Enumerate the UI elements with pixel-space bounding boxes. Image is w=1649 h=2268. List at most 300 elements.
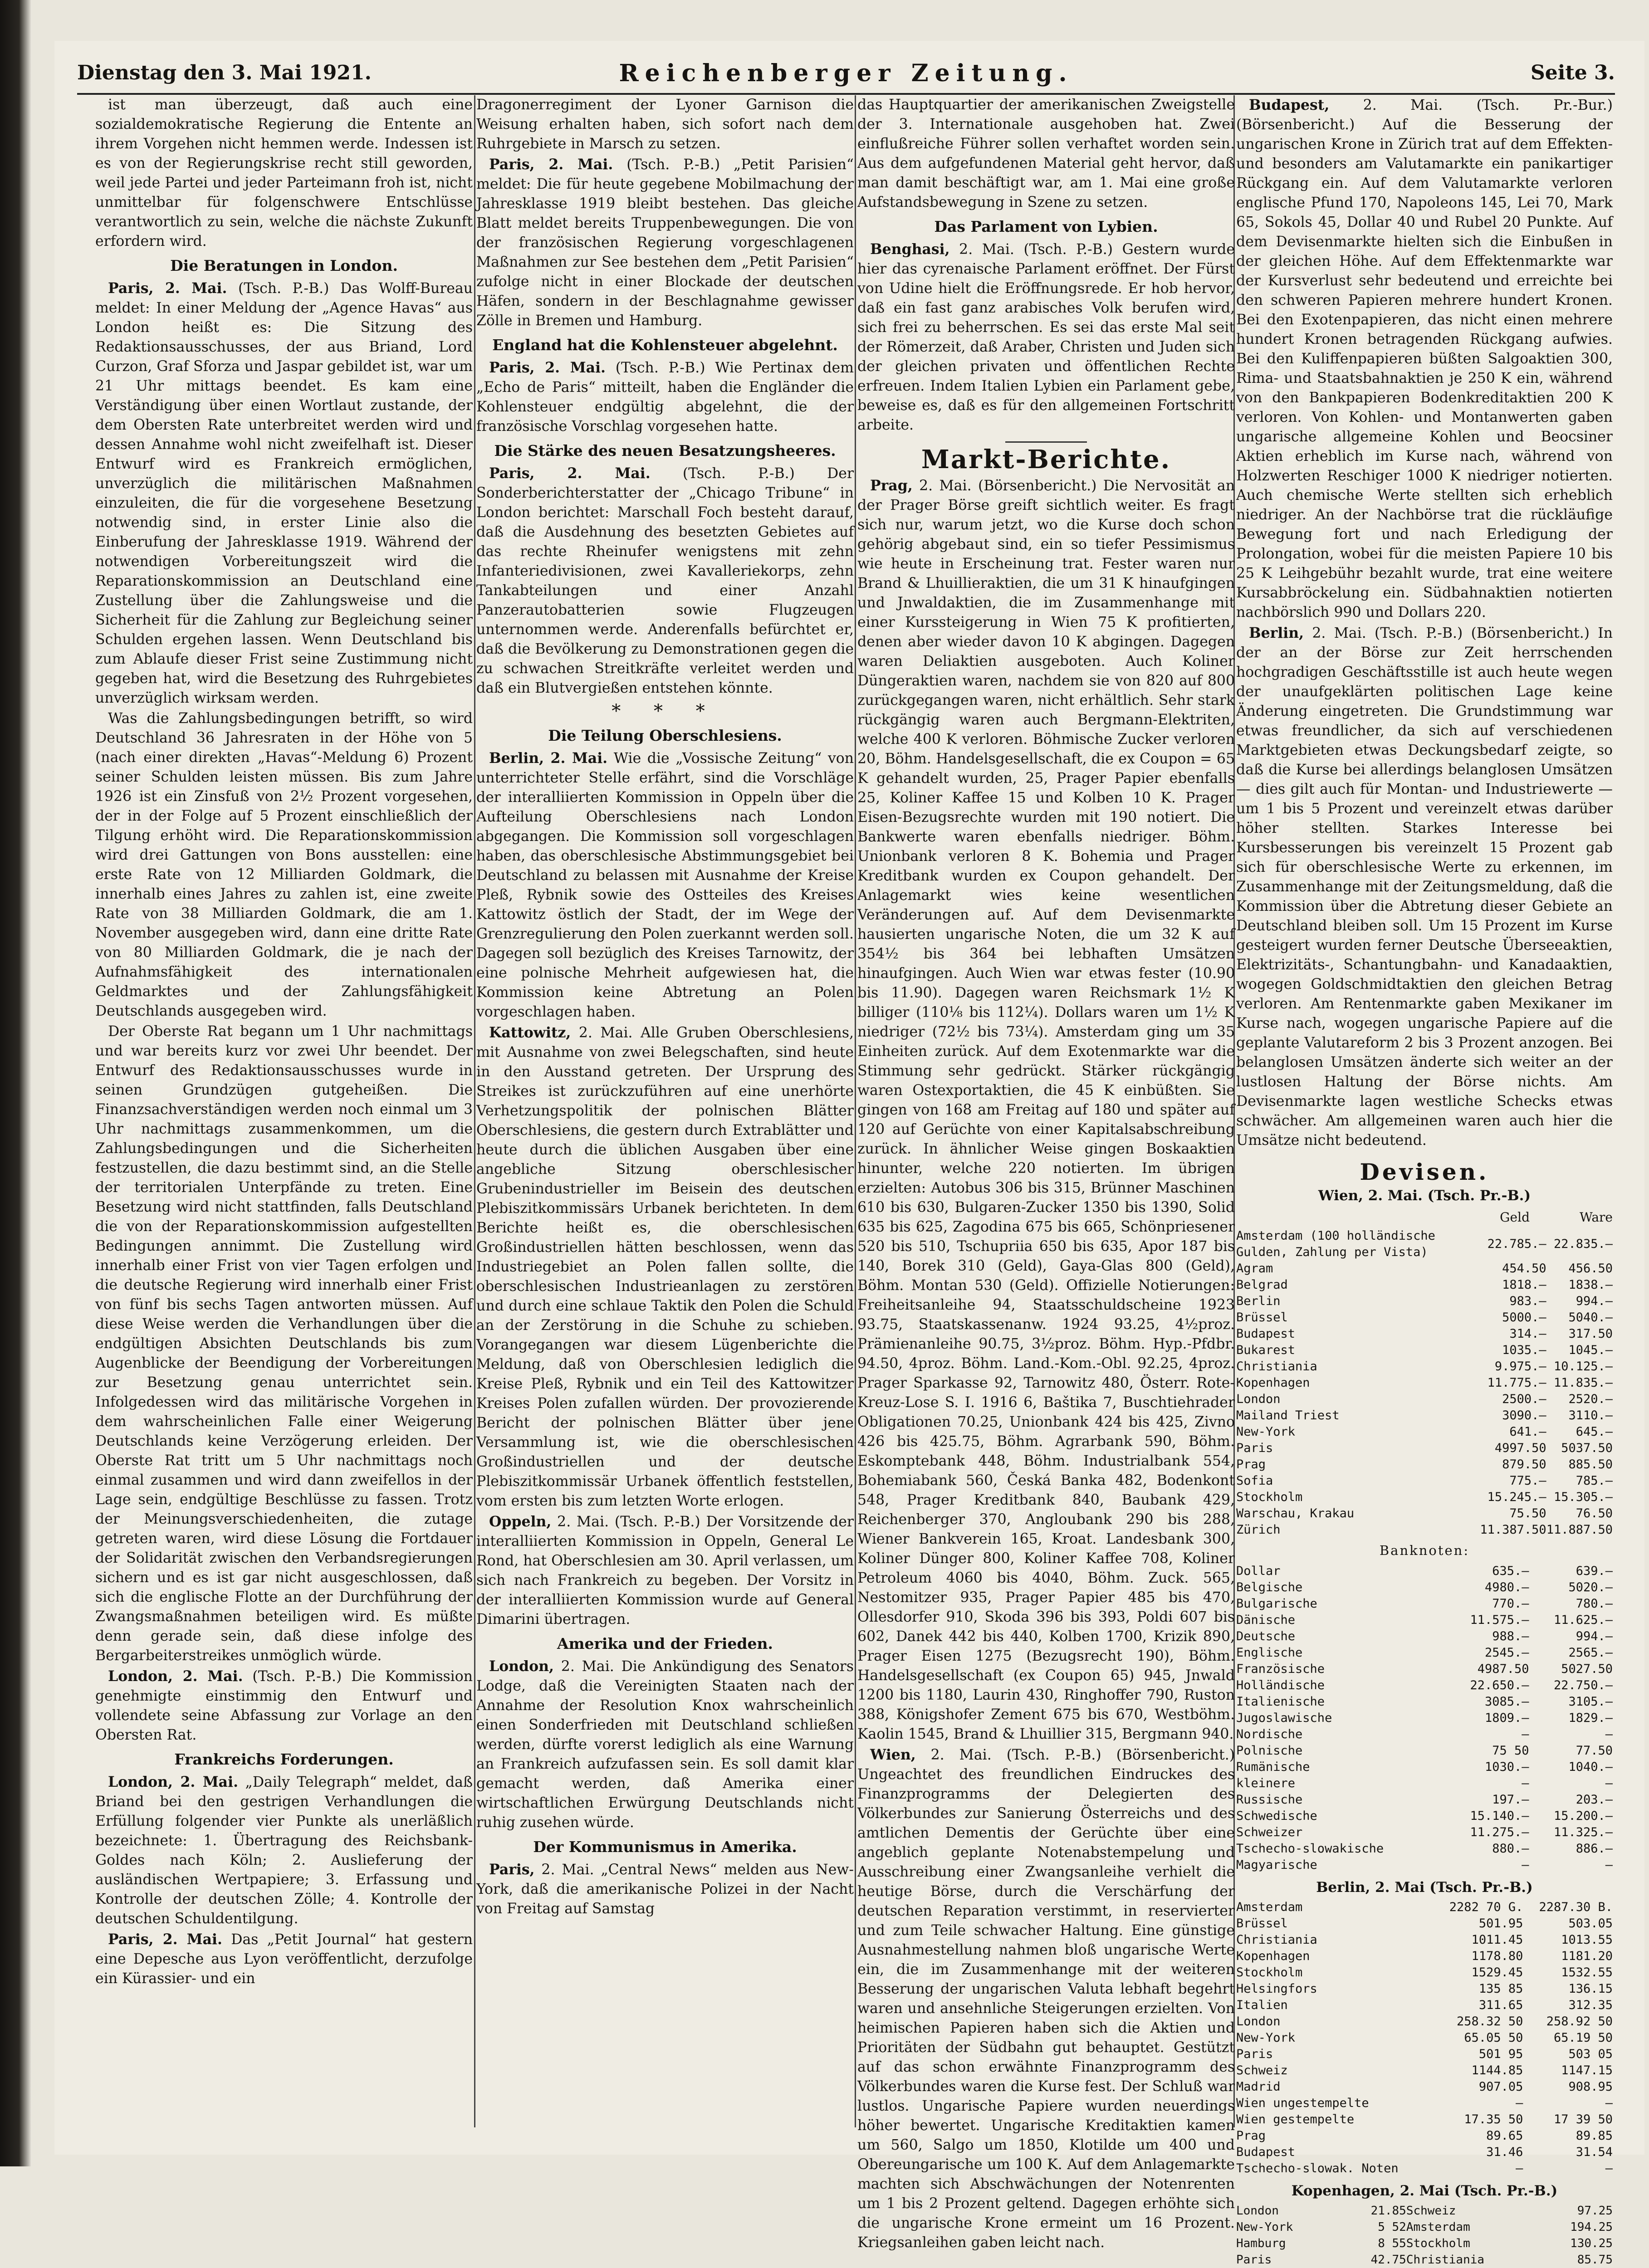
geld-value: 314.— — [1509, 1327, 1546, 1341]
ware-value: 10.125.— — [1553, 1359, 1613, 1374]
article-paragraph — [476, 95, 854, 154]
rate-row — [1236, 1563, 1613, 1579]
currency-name: Italienische — [1236, 1695, 1325, 1709]
rate-row — [1236, 1743, 1613, 1759]
geld-value: 1818.— — [1502, 1278, 1546, 1292]
dateline: Paris, 2. Mai. — [489, 465, 651, 482]
dateline: Benghasi, — [870, 241, 950, 258]
rate-row — [1236, 1710, 1613, 1726]
ware-value: 1013.55 — [1561, 1933, 1613, 1947]
column-4-articles — [1236, 95, 1613, 1150]
rate-row — [1236, 2014, 1613, 2030]
ware-value: 31.54 — [1576, 2145, 1613, 2159]
article-paragraph — [95, 709, 473, 1021]
currency-name: Englische — [1236, 1646, 1303, 1660]
rate-row — [1236, 1916, 1613, 1932]
ware-value: 22.750.— — [1553, 1678, 1613, 1692]
section-rule — [1005, 441, 1087, 443]
ware-value: 15.200.— — [1553, 1809, 1613, 1823]
dateline: Budapest, — [1249, 97, 1330, 113]
currency-name: Stockholm — [1236, 1965, 1303, 1980]
geld-value: — — [1522, 1776, 1529, 1790]
currency-name: Christiania — [1406, 2253, 1485, 2267]
geld-value: 65.05 50 — [1464, 2031, 1523, 2045]
dateline: Paris, 2. Mai. — [108, 280, 227, 297]
currency-name: Schweizer — [1236, 1825, 1303, 1839]
article-paragraph — [857, 1745, 1235, 2253]
rate-value: 97.25 — [1577, 2204, 1613, 2218]
rate-value: 85.75 — [1577, 2253, 1613, 2267]
currency-name: kleinere — [1236, 1776, 1296, 1790]
rate-row — [1236, 2203, 1613, 2219]
separator-stars: * * * — [612, 701, 719, 722]
geld-value: 1011.45 — [1471, 1933, 1523, 1947]
ware-value: 89.85 — [1576, 2129, 1613, 2143]
ware-value: 994.— — [1576, 1629, 1613, 1643]
rate-row — [1236, 2112, 1613, 2128]
geld-value: 3085.— — [1484, 1695, 1529, 1709]
rate-row — [1236, 2095, 1613, 2112]
currency-name: Bukarest — [1236, 1343, 1296, 1357]
berlin-devisen-table — [1236, 1899, 1613, 2177]
paragraph-text: (Tsch. P.-B.) Wie Pertinax dem „Echo de Paris“ mitteilt, haben die Engländer die Kohlensteuer endgültig abgelehnt, die der französische Vorschlag vorgesehen hatte. — [476, 360, 854, 435]
currency-name: Zürich — [1236, 1523, 1281, 1537]
currency-name: Russische — [1236, 1793, 1303, 1807]
rate-row — [1236, 1293, 1613, 1310]
column-2 — [476, 95, 854, 2127]
rate-row — [1236, 1759, 1613, 1775]
geld-value: 75.50 — [1509, 1506, 1546, 1520]
rate-row — [1236, 2046, 1613, 2063]
article-paragraph — [476, 748, 854, 1022]
paragraph-text: (Tsch. P.-B.) Das Wolff-Bureau meldet: In einer Meldung der „Agence Havas“ aus London heißt es: Die Sitzung des Redaktionsausschusses, der aus Briand, Lord Curzon, Graf Sforza und Jaspar gebildet ist, war um 21 Uhr mittags beendet. Es kam eine Verständigung über einen Wortlaut zustande, der dem Obersten Rate unterbreitet werden wird und dessen Annahme wohl nicht zweifelhaft ist. Dieser Entwurf wird es Frankreich ermöglichen, unverzüglich die militärischen Maßnahmen einzuleiten, die für die vorgesehene Besetzung notwendig sind, in erster Linie also die Einberufung der Jahresklasse 1919. Während der notwendigen Vorbereitungszeit wird die Reparationskommission an Deutschland eine Zustellung über die Zahlungsweise und die Sicherheit für die Zahlung zur Begleichung seiner Schulden ergehen lassen. Wenn Deutschland bis zum Ablaufe dieser Frist seine Zustimmung nicht gegeben hat, wird die Besetzung des Ruhrgebietes unverzüglich wirksam werden. — [95, 280, 473, 706]
ware-value: 17 39 50 — [1553, 2112, 1613, 2126]
currency-name: Stockholm — [1406, 2237, 1470, 2250]
paragraph-text: (Tsch. P.-B.) Die Kommission genehmigte einstimmig den Entwurf und vollendete seine Abfassung zur Vorlage an den Obersten Rat. — [95, 1668, 473, 1743]
currency-name: Kopenhagen — [1236, 1949, 1310, 1963]
rate-row — [1236, 2128, 1613, 2144]
article-heading: Der Kommunismus in Amerika. — [533, 1838, 797, 1856]
ware-value: 2520.— — [1568, 1392, 1613, 1406]
ware-value: 11.625.— — [1553, 1613, 1613, 1627]
ware-value: 76.50 — [1576, 1506, 1613, 1520]
page-header — [77, 57, 1615, 95]
geld-value: 4997.50 — [1494, 1441, 1546, 1455]
geld-value: 988.— — [1492, 1629, 1529, 1643]
article-heading: Das Parlament von Lybien. — [934, 218, 1158, 235]
geld-value: 1529.45 — [1471, 1965, 1523, 1980]
rate-row — [1236, 1775, 1613, 1792]
currency-name: Bulgarische — [1236, 1597, 1317, 1611]
rate-row — [1236, 1310, 1613, 1326]
rate-row — [1236, 1981, 1613, 1997]
dateline: Berlin, — [1249, 625, 1304, 641]
rate-row — [1236, 1948, 1613, 1965]
rate-row — [1236, 1726, 1613, 1743]
rate-row — [1236, 2235, 1613, 2252]
ware-value: 65.19 50 — [1553, 2031, 1613, 2045]
geld-value: 1030.— — [1484, 1760, 1529, 1774]
rate-row — [1236, 2219, 1613, 2235]
rate-row — [1236, 1645, 1613, 1661]
currency-name: Französische — [1236, 1662, 1325, 1676]
currency-name: Dollar — [1236, 1564, 1281, 1578]
rate-row — [1236, 1391, 1613, 1408]
rate-row — [1236, 1440, 1613, 1457]
article-paragraph — [476, 358, 854, 436]
berlin-rates-heading: Berlin, 2. Mai (Tsch. Pr.-B.) — [1316, 1879, 1533, 1896]
rate-row — [1236, 1677, 1613, 1694]
article-heading: Die Beratungen in London. — [170, 257, 398, 274]
currency-name: Schweiz — [1236, 2063, 1288, 2077]
currency-name: Brüssel — [1236, 1916, 1288, 1931]
paragraph-text: 2. Mai. „Central News“ melden aus New-York, daß die amerikanische Polizei in der Nacht von Freitag auf Samstag — [476, 1862, 854, 1917]
currency-name: Warschau, Krakau — [1236, 1506, 1355, 1520]
paragraph-text: das Hauptquartier der amerikanischen Zweigstelle der 3. Internationale ausgehoben hat. Zwei einflußreiche Führer sollen verhaftet worden sein. Aus dem aufgefundenen Material geht hervor, daß man damit beschäftigt war, am 1. Mai eine große Aufstandsbewegung in Szene zu setzen. — [857, 97, 1235, 210]
article-paragraph — [857, 240, 1235, 435]
article-paragraph — [476, 1512, 854, 1629]
ware-value: 2565.— — [1568, 1646, 1613, 1660]
geld-value: 31.46 — [1486, 2145, 1523, 2159]
rate-row — [1236, 2144, 1613, 2160]
dateline: Kattowitz, — [489, 1024, 571, 1041]
article-paragraph — [95, 279, 473, 708]
rate-row — [1236, 1489, 1613, 1505]
currency-name: Wien ungestempelte — [1236, 2096, 1369, 2110]
section-title: Markt-Berichte. — [921, 445, 1171, 474]
ware-value: 886.— — [1576, 1842, 1613, 1856]
geld-value: 15.245.— — [1487, 1490, 1546, 1504]
article-paragraph — [476, 1657, 854, 1833]
ware-value: 1040.— — [1568, 1760, 1613, 1774]
paragraph-text: Dragonerregiment der Lyoner Garnison die Weisung erhalten haben, sich sofort nach dem Ruhrgebiete in Marsch zu setzen. — [476, 97, 854, 152]
currency-name: Wien gestempelte — [1236, 2112, 1355, 2126]
ware-value: 258.92 50 — [1546, 2014, 1613, 2028]
ware-value: 503 05 — [1568, 2047, 1613, 2061]
geld-value: 1144.85 — [1471, 2063, 1523, 2077]
article-heading: England hat die Kohlensteuer abgelehnt. — [492, 336, 838, 354]
dateline: London, — [489, 1658, 554, 1675]
paragraph-text: (Tsch. P.-B.) „Petit Parisien“ meldet: Die für heute gegebene Mobilmachung der Jahresklasse 1919 bleibt bestehen. Das gleiche Blatt meldet bereits Truppenbewegungen. Die von der französischen Regierung vorgeschlagenen Maßnahmen zur See bestehen dem „Petit Parisien“ zufolge nicht in einer Blockade der deutschen Häfen, sondern in der Beschlagnahme gewisser Zölle in Bremen und Hamburg. — [476, 156, 854, 329]
banknoten-heading: Banknoten: — [1379, 1543, 1470, 1558]
rate-row — [1236, 2063, 1613, 2079]
article-paragraph — [476, 464, 854, 698]
ware-value: 639.— — [1576, 1564, 1613, 1578]
geld-value: 5000.— — [1502, 1310, 1546, 1325]
ware-value: 1181.20 — [1561, 1949, 1613, 1963]
ware-value: 1829.— — [1568, 1711, 1613, 1725]
currency-name: Helsingfors — [1236, 1982, 1317, 1996]
ware-value: 312.35 — [1568, 1998, 1613, 2012]
currency-name: Rumänische — [1236, 1760, 1310, 1774]
rate-row — [1236, 1408, 1613, 1424]
geld-value: — — [1522, 1858, 1529, 1872]
rate-row — [1236, 1932, 1613, 1948]
paragraph-text: 2. Mai. (Börsenbericht.) Die Nervosität an der Prager Börse greift sichtlich weiter. Es fragt sich nur, warum jetzt, wo die Kurse doch schon gehörig abgebaut sind, ein so tiefer Pessimismus wie heute in Erscheinung trat. Fester waren nur Brand & Lhuillieraktien, die um 31 K hinaufgingen und Jnwaldaktien, die im Zusammenhange mit einer Kurssteigerung in Wien 75 K profitierten, denen aber wieder davon 10 K abgingen. Dagegen waren Deliaktien ausgeboten. Auch Koliner Düngeraktien waren, nachdem sie von 820 auf 800 zurückgegangen waren, nicht erhältlich. Sehr stark rückgängig waren auch Bergmann-Elektriten, welche 400 K verloren. Böhmische Zucker verloren 20, Böhm. Handelsgesellschaft, die ex Coupon = 65 K gehandelt wurden, 25, Prager Papier ebenfalls 25, Koliner Kaffee 15 und Kolben 10 K. Prager Eisen-Bezugsrechte wurden mit 190 notiert. Die Bankwerte waren ebenfalls niedriger. Böhm. Unionbank verloren 8 K. Bohemia und Prager Kreditbank wurden ex Coupon gehandelt. Der Anlagemarkt wies keine wesentlichen Veränderungen auf. Auf dem Devisenmarkte hausierten ungarische Noten, die um 32 K auf 354½ bis 364 bei lebhaften Umsätzen hinaufgingen. Auch Wien war etwas fester (10.90 bis 11.90). Dagegen waren Reichsmark 1½ K billiger (110⅛ bis 112¼). Dollars waren um 1½ K niedriger (72½ bis 73¼). Amsterdam ging um 35 Einheiten zurück. Auf dem Exotenmarkte war die Stimmung sehr gedrückt. Stärker rückgängig waren Ostexportaktien, die 45 K einbüßten. Sie gingen von 168 am Freitag auf 180 und später auf 120 auf Gerüchte von einer Kapitalsabschreibung zurück. In ähnlicher Weise gingen Boskaaktien hinunter, welche 220 notierten. Im übrigen erzielten: Autobus 306 bis 315, Brünner Maschinen 610 bis 630, Bulgaren-Zucker 1350 bis 1390, Solid 635 bis 625, Zagodina 675 bis 665, Schönpriesener 520 bis 510, Tschupriia 650 bis 635, Apor 187 bis 140, Borek 310 (Geld), Gaya-Glas 800 (Geld), Böhm. Montan 530 (Geld). Offizielle Notierungen: Freiheitsanleihe 94, Staatsschuldscheine 1923 93.75, Staatskassenanw. 1924 93.25, 4½proz. Prämienanleihe 90.75, 3½proz. Böhm. Hyp.-Pfdbr. 94.50, 4proz. Böhm. Land.-Kom.-Obl. 92.25, 4proz. Prager Sparkasse 92, Tarnowitz 480, Österr. Rote-Kreuz-Lose S. I. 1916 6, Baštika 7, Buschtiehrader Obligationen 70.25, Unionbank 424 bis 425, Zivno 426 bis 425.75, Böhm. Agrarbank 590, Böhm. Eskomptebank 448, Böhm. Industrialbank 554, Bohemiabank 560, Česká Banka 482, Bodenkont 548, Prager Kreditbank 840, Baubank 429, Reichenberger 370, Angloubank 290 bis 288, Wiener Bankverein 165, Kroat. Landesbank 300, Koliner Dünger 800, Koliner Kaffee 708, Koliner Petroleum 4060 bis 4040, Böhm. Zuck. 565, Nestomitzer 935, Prager Papier 485 bis 470, Ollesdorfer 910, Skoda 396 bis 393, Poldi 607 bis 602, Danek 442 bis 440, Kolben 1700, Krizik 890, Prager Eisen 1275 (Bezugsrecht 190), Böhm. Handelsgesellschaft (ex Coupon 65) 945, Jnwald 1200 bis 1180, Laurin 430, Ringhoffer 790, Ruston 388, Königshofer Zement 675 bis 670, Westböhm. Kaolin 1545, Brand & Lhuillier 315, Bergmann 940. — [857, 478, 1235, 1742]
dateline: Paris, — [489, 1861, 535, 1878]
geld-value: 2500.— — [1502, 1392, 1546, 1406]
article-paragraph — [857, 95, 1235, 212]
column-4 — [1236, 95, 1613, 2267]
rate-row — [1236, 2079, 1613, 2095]
currency-name: Amsterdam — [1406, 2220, 1470, 2234]
currency-name: Brüssel — [1236, 1310, 1288, 1325]
kopenhagen-devisen-table — [1236, 2203, 1613, 2268]
article-paragraph — [1236, 623, 1613, 1150]
geld-value: 2282 70 G. — [1449, 1900, 1523, 1914]
rate-row — [1236, 1661, 1613, 1677]
dateline: Paris, 2. Mai. — [489, 359, 606, 376]
geld-value: 635.— — [1492, 1564, 1529, 1578]
currency-name: New-York — [1236, 1425, 1296, 1439]
rate-row — [1236, 1277, 1613, 1293]
rate-row — [1236, 1261, 1613, 1277]
geld-value: 501 95 — [1478, 2047, 1523, 2061]
geld-value: — — [1522, 1727, 1529, 1741]
issue-date: Dienstag den 3. Mai 1921. — [77, 61, 372, 84]
rate-row — [1236, 1505, 1613, 1522]
paragraph-text: Wie die „Vossische Zeitung“ von unterrichteter Stelle erfährt, sind die Vorschläge der interalliierten Kommission in Oppeln über die Aufteilung Oberschlesiens nach London abgegangen. Die Kommission soll vorgeschlagen haben, das oberschlesische Abstimmungsgebiet bei Deutschland zu belassen mit Ausnahme der Kreise Pleß, Rybnik sowie des Ostteiles des Kreises Kattowitz östlich der Stadt, der im Wege der Grenzregulierung den Polen zuerkannt werden soll. Dagegen soll bezüglich des Kreises Tarnowitz, der eine polnische Mehrheit aufgewiesen hat, die Kommission keine Abtretung an Polen vorgeschlagen haben. — [476, 750, 854, 1020]
article-heading: Frankreichs Forderungen. — [174, 1750, 394, 1768]
currency-name: London — [1236, 1392, 1281, 1406]
column-3 — [857, 95, 1235, 2251]
currency-name: Magyarische — [1236, 1858, 1317, 1872]
currency-name: Mailand Triest — [1236, 1408, 1340, 1422]
ware-value: 885.50 — [1568, 1457, 1613, 1471]
rate-row — [1236, 1899, 1613, 1916]
paragraph-text: ist man überzeugt, daß auch eine sozialdemokratische Regierung die Entente an ihrem Vorgehen nicht hemmen werde. Indessen ist es von der Regierungskrise recht still geworden, weil jede Partei und jeder Parteimann froh ist, nicht unmittelbar für folgenschwere Entschlüsse verantwortlich zu sein, welche die nächste Zukunft erfordern wird. — [95, 97, 473, 249]
rate-value: 5 52 — [1378, 2220, 1406, 2234]
ware-label: Ware — [1580, 1210, 1613, 1225]
article-paragraph — [95, 1022, 473, 1666]
page-number: Seite 3. — [1530, 61, 1615, 84]
article-paragraph — [857, 476, 1235, 1744]
currency-name: Paris — [1236, 2253, 1272, 2267]
currency-name: Nordische — [1236, 1727, 1303, 1741]
geld-value: 4987.50 — [1477, 1662, 1529, 1676]
paragraph-text: 2. Mai. (Tsch. P.-B.) (Börsenbericht.) In der an der Börse zur Zeit herrschenden hochgradigen Geschäftsstille ist auch heute wegen der unaufgeklärten politischen Lage keine Änderung eingetreten. Die Grundstimmung war etwas freundlicher, da sich auf verschiedenen Marktgebieten etwas Deckungsbedarf zeigte, so daß die Kurse bei allerdings belanglosen Umsätzen — dies gilt auch für Montan- und Industriewerte — um 1 bis 5 Prozent und vereinzelt etwas darüber höher stellten. Starkes Interesse bei Kursbesserungen bis vereinzelt 15 Prozent gab sich für oberschlesische Werte zu erkennen, im Zusammenhange mit der Zeitungsmeldung, daß die Kommission über die Abtretung dieser Gebiete an Deutschland bleiben soll. Um 15 Prozent im Kurse gesteigert wurden ferner Deutsche Überseeaktien, Elektrizitäts-, Schantungbahn- und Kanadaaktien, wogegen Goldschmidtaktien den gleichen Betrag verloren. Am Rentenmarkte gaben Mexikaner im Kurse nach, wogegen ungarische Papiere auf die geplante Valutareform 2 bis 3 Prozent anzogen. Bei belanglosen Umsätzen änderte sich weiter an der lustlosen Haltung der Börse nichts. Am Devisenmarkte lagen westliche Schecks etwas schwächer. Am allgemeinen waren auch hier die Umsätze nicht bedeutend. — [1236, 625, 1613, 1149]
currency-name: Sofia — [1236, 1474, 1273, 1488]
column-rule — [855, 95, 856, 2127]
article-paragraph — [1236, 95, 1613, 622]
geld-value: 197.— — [1492, 1793, 1529, 1807]
article-paragraph — [476, 155, 854, 331]
ware-value: 11.887.50 — [1546, 1523, 1613, 1537]
geld-value: — — [1516, 2096, 1523, 2110]
paragraph-text: (Tsch. P.-B.) Der Sonderberichterstatter der „Chicago Tribune“ in London berichtet: Marschall Foch besteht darauf, daß die Ausdehnung des besetzten Gebietes auf das rechte Rheinufer wenigstens mit zehn Infanteriedivisionen, zwei Kavalleriekorps, zehn Tankabteilungen und einer Anzahl Panzerautobatterien sowie Flugzeugen unternommen werde. Anderenfalls befürchtet er, daß die Bevölkerung zu Demonstrationen gegen die zu schwachen Streitkräfte verleitet werden und daß ein Blutvergießen entstehen könnte. — [476, 465, 854, 696]
ware-value: 785.— — [1576, 1474, 1613, 1488]
currency-name: Agram — [1236, 1261, 1273, 1276]
currency-name: Schweiz — [1406, 2204, 1456, 2218]
article-heading: Die Stärke des neuen Besatzungsheeres. — [494, 442, 836, 459]
ware-value: 780.— — [1576, 1597, 1613, 1611]
ware-value: 645.— — [1576, 1425, 1613, 1439]
article-paragraph — [95, 1930, 473, 1989]
article-paragraph — [476, 1860, 854, 1919]
geld-value: 641.— — [1509, 1425, 1546, 1439]
rate-row — [1236, 1473, 1613, 1489]
geld-value: — — [1516, 2161, 1523, 2175]
ware-value: 11.325.— — [1553, 1825, 1613, 1839]
currency-name: Deutsche — [1236, 1629, 1296, 1643]
masthead: Reichenberger Zeitung. — [619, 59, 1073, 87]
ware-value: 2287.30 B. — [1539, 1900, 1613, 1914]
paragraph-text: 2. Mai. (Tsch. P.-B.) (Börsenbericht.) Ungeachtet des freundlichen Eindruckes des Finanzprogramms der Delegierten des Völkerbundes zur Sanierung Österreichs und des amtlichen Dementis der Gerüchte über eine angeblich geplante Notenabstempelung und Ausschreibung einer Zwangsanleihe verhielt die heutige Börse, durch die Verschärfung der deutschen Reparation verstimmt, in reservierter und zum Teile schwacher Haltung. Eine günstige Ausnahmestellung nahmen bloß ungarische Werte ein, die im Zusammenhange mit der weiteren Besserung der ungarischen Valuta lebhaft begehrt waren und ansehnliche Steigerungen erzielten. Von heimischen Papieren haben sich die Aktien und Prioritäten der Südbahn gut behauptet. Gestützt auf das schon erwähnte Finanzprogramm des Völkerbundes waren die Kurse fest. Der Schluß war lustlos. Ungarische Papiere wurden neuerdings höher bewertet. Ungarische Kreditaktien kamen um 560, Salgo um 1850, Klotilde um 400 und Obereungarische um 100 K. Auf dem Anlagemarkte machten sich Abschwächungen der Notenrenten um 1 bis 2 Prozent geltend. Dagegen erhöhte sich die ungarische Krone ermeint um 16 Prozent. Kriegsanleihen gaben leicht nach. — [857, 1747, 1235, 2251]
currency-name: Belgische — [1236, 1580, 1303, 1594]
ware-value: 317.50 — [1568, 1327, 1613, 1341]
rate-value: 21.85 — [1370, 2204, 1406, 2218]
currency-name: Christiania — [1236, 1933, 1317, 1947]
paragraph-text: 2. Mai. Alle Gruben Oberschlesiens, mit Ausnahme von zwei Belegschaften, sind heute in den Ausstand getreten. Der Ursprung des Streikes ist zurückzuführen auf eine unerhörte Verhetzungspolitik der polnischen Blätter Oberschlesiens, die gestern durch Extrablätter und heute durch die üblichen Ausgaben über eine angebliche Sitzung oberschlesischer Grubenindustrieller im Beisein des deutschen Plebiszitkommissärs Urbanek berichteten. In dem Berichte heißt es, die oberschlesischen Großindustriellen hätten beschlossen, wenn das Industriegebiet an Polen fallen sollte, die oberschlesischen Industrieanlagen zu zerstören und durch eine schlaue Taktik den Polen die Schuld an der Zerstörung in die Schuhe zu schieben. Vorangegangen war diesem Lügenberichte die Meldung, daß von Oberschlesien lediglich die Kreise Pleß, Rybnik und ein Teil des Kattowitzer Kreises Polen zufallen würden. Der provozierende Bericht der polnischen Blätter über jene Versammlung ist, wie die oberschlesischen Großindustriellen und der deutsche Plebiszitkommissär Urbanek öffentlich feststellen, vom ersten bis zum letzten Worte erlogen. — [476, 1025, 854, 1509]
ware-value: 503.05 — [1568, 1916, 1613, 1931]
dateline: London, 2. Mai. — [108, 1774, 239, 1790]
currency-name: Berlin — [1236, 1294, 1281, 1308]
currency-name: Schwedische — [1236, 1809, 1317, 1823]
currency-name: Paris — [1236, 1441, 1273, 1455]
geld-value: 22.650.— — [1470, 1678, 1529, 1692]
currency-name: New-York — [1236, 2031, 1296, 2045]
kopenhagen-rates-heading: Kopenhagen, 2. Mai (Tsch. Pr.-B.) — [1291, 2183, 1558, 2199]
rate-row — [1236, 1375, 1613, 1391]
geld-value: 22.785.— — [1487, 1237, 1546, 1251]
ware-value: 15.305.— — [1553, 1490, 1613, 1504]
rate-row — [1236, 1228, 1613, 1261]
paragraph-text: Was die Zahlungsbedingungen betrifft, so wird Deutschland 36 Jahresraten in der Höhe von 5 (nach einer direkten „Havas“-Meldung 6) Prozent seiner Schulden leisten müssen. Bis zum Jahre 1926 ist ein Zinsfuß von 2½ Prozent vorgesehen, der in der Folge auf 5 Prozent einschließlich der Tilgung erhöht wird. Die Reparationskommission wird drei Gattungen von Bons ausstellen: eine erste Rate von 12 Milliarden Goldmark, die innerhalb eines Jahres zu zahlen ist, eine zweite Rate von 38 Milliarden Goldmark, die am 1. November ausgegeben wird, dann eine dritte Rate von 80 Milliarden Goldmark, die je nach der Aufnahmsfähigkeit des internationalen Geldmarktes und der Zahlungsfähigkeit Deutschlands ausgegeben wird. — [95, 710, 473, 1019]
geld-value: 258.32 50 — [1457, 2014, 1523, 2028]
geld-value: 9.975.— — [1494, 1359, 1546, 1374]
geld-value: 11.575.— — [1470, 1613, 1529, 1627]
dateline: Paris, 2. Mai. — [489, 156, 613, 173]
currency-name: Tschecho-slowak. Noten — [1236, 2161, 1399, 2175]
geld-value: 11.775.— — [1487, 1376, 1546, 1390]
ware-value: 994.— — [1576, 1294, 1613, 1308]
currency-name: Holländische — [1236, 1678, 1325, 1692]
currency-name: London — [1236, 2204, 1279, 2218]
geld-value: 770.— — [1492, 1597, 1529, 1611]
ware-value: 1838.— — [1568, 1278, 1613, 1292]
rate-row — [1236, 1326, 1613, 1342]
ware-value: 136.15 — [1568, 1982, 1613, 1996]
ware-value: — — [1605, 1776, 1613, 1790]
geld-value: 1178.80 — [1471, 1949, 1523, 1963]
rate-row — [1236, 2160, 1613, 2177]
ware-value: 908.95 — [1568, 2080, 1613, 2094]
geld-value: 1809.— — [1484, 1711, 1529, 1725]
rate-value: 194.25 — [1570, 2220, 1613, 2234]
geld-value: 501.95 — [1478, 1916, 1523, 1931]
article-paragraph — [95, 95, 473, 251]
currency-name: Christiania — [1236, 1359, 1317, 1374]
ware-value: 5020.— — [1568, 1580, 1613, 1594]
rate-row — [1236, 2252, 1613, 2268]
geld-value: 89.65 — [1486, 2129, 1523, 2143]
column-1 — [95, 95, 473, 2127]
rate-row — [1236, 1824, 1613, 1841]
currency-name: Amsterdam (100 holländische Gulden, Zahlung per Vista) — [1236, 1229, 1435, 1259]
ware-value: 11.835.— — [1553, 1376, 1613, 1390]
currency-name: Kopenhagen — [1236, 1376, 1310, 1390]
geld-value: 983.— — [1509, 1294, 1546, 1308]
ware-value: 5027.50 — [1561, 1662, 1613, 1676]
geld-value: 454.50 — [1502, 1261, 1546, 1276]
paragraph-text: 2. Mai. (Tsch. Pr.-Bur.) (Börsenbericht.) Auf die Besserung der ungarischen Krone in Zürich trat auf dem Effekten- und besonders am Valutamarkte ein panikartiger Rückgang ein. Auf dem Valutamarkte verloren englische Pfund 170, Napoleons 145, Lei 70, Mark 65, Sokols 45, Dollar 40 und Rubel 20 Punkte. Auf dem Devisenmarkte hielten sich die Einbußen in der gleichen Höhe. Auf dem Effektenmarkte war der Kursverlust sehr bedeutend und erreichte bei den schweren Papieren mehrere hundert Kronen. Bei den Exotenpapieren, das nicht einen mehrere hundert Kronen betragenden Rückgang aufwies. Bei den Kuliffenpapieren büßten Salgoaktien 300, Rima- und Staatsbahnaktien je 250 K ein, während von den Bankpapieren Bodenkreditaktien 200 K verloren. Von Kohlen- und Montanwerten gaben ungarische allgemeine Kohlen und Beocsiner Aktien erheblich im Kurse nach, während von Holzwerten Reschiger 1000 K niedriger notierten. Auch chemische Werte stellten sich erheblich niedriger. An der Nachbörse trat die rückläufige Bewegung fort und nach Erledigung der Prolongation, wobei für die meisten Papiere 10 bis 25 K Leihgebühr bezahlt wurde, trat eine weitere Kursabbröckelung ein. Südbahnaktien notierten nachbörslich 990 und Dollars 220. — [1236, 97, 1613, 621]
geld-value: 75 50 — [1492, 1744, 1529, 1758]
paragraph-text: 2. Mai. Die Ankündigung des Senators Lodge, daß die Vereinigten Staaten nach der Annahme der Resolution Knox wahrscheinlich einen Sonderfrieden mit Deutschland schließen werden, dürfte vorerst lediglich als eine Warnung an Frankreich aufzufassen sein. Es soll damit klar gemacht werden, daß Amerika einer wirtschaftlichen Erwürgung Deutschlands nicht ruhig zusehen würde. — [476, 1658, 854, 1831]
geld-value: 15.140.— — [1470, 1809, 1529, 1823]
rate-row — [1236, 1359, 1613, 1375]
rate-row — [1236, 1424, 1613, 1440]
geld-value: 4980.— — [1484, 1580, 1529, 1594]
dateline: Wien, — [870, 1746, 916, 1763]
ware-value: 3105.— — [1568, 1695, 1613, 1709]
rate-value: 42.75 — [1370, 2253, 1406, 2267]
paragraph-text: Der Oberste Rat begann um 1 Uhr nachmittags und war bereits kurz vor zwei Uhr beendet. Der Entwurf des Redaktionsausschusses wurde in seinen Grundzügen gutgeheißen. Die Finanzsachverständigen werden noch einmal um 3 Uhr nachmittags zusammenkommen, um die Zahlungsbedingungen und die Sicherheiten festzustellen, die dazu bestimmt sind, an die Stelle der territorialen Unterpfände zu treten. Eine Besetzung wird nicht stattfinden, falls Deutschland die von der Reparationskommission aufgestellten Bedingungen annimmt. Die Zustellung wird innerhalb einer Frist von vier Tagen erfolgen und die deutsche Regierung wird innerhalb einer Frist von fünf bis sechs Tagen antworten müssen. Auf diese Weise werden die Verhandlungen über die endgültigen Absichten Deutschlands bis zum Augenblicke der Beendigung der Vorbereitungen zur Besetzung genau unterrichtet sein. Infolgedessen wird das militärische Vorgehen in dem wahrscheinlichen Falle einer Weigerung Deutschlands keine Verzögerung erleiden. Der Oberste Rat tritt um 5 Uhr nachmittags noch einmal zusammen und wird dann zweifellos in der Lage sein, endgültige Beschlüsse zu fassen. Trotz der Meinungsverschiedenheiten, die zutage getreten waren, wird diese Lösung die Fortdauer der Solidarität zwischen den Verbandsregierungen sichern und es ist gar nicht ausgeschlossen, daß sich die englische Flotte an der Durchführung der Zwangsmaßnahmen beteiligen wird. Es müßte denn gerade sein, daß diese infolge des Bergarbeiterstreikes unmöglich würde. — [95, 1023, 473, 1664]
geld-value: 11.275.— — [1470, 1825, 1529, 1839]
geld-value: 311.65 — [1478, 1998, 1523, 2012]
rate-row — [1236, 1342, 1613, 1359]
paragraph-text: Das „Petit Journal“ hat gestern eine Depesche aus Lyon veröffentlicht, derzufolge ein Kürassier- und ein — [95, 1931, 473, 1987]
dateline: Prag, — [870, 477, 913, 494]
geld-label: Geld — [1500, 1210, 1530, 1225]
geld-value: 879.50 — [1502, 1457, 1546, 1471]
geld-value: 135 85 — [1478, 1982, 1523, 1996]
dateline: Berlin, 2. Mai. — [489, 750, 608, 767]
geld-value: 907.05 — [1478, 2080, 1523, 2094]
paragraph-text: 2. Mai. (Tsch. P.-B.) Gestern wurde hier das cyrenaische Parlament eröffnet. Der Fürst von Udine hielt die Eröffnungsrede. Er hob hervor, daß ein fast ganz arabisches Volk berufen wird, sich frei zu beherrschen. Es sei das erste Mal seit der Römerzeit, daß Araber, Christen und Juden sich der gleichen privaten und öffentlichen Rechte erfreuen. Indem Italien Lybien ein Parlament gebe, beweise es, daß es für den allgemeinen Fortschritt arbeite. — [857, 241, 1235, 433]
rate-row — [1236, 1808, 1613, 1824]
currency-name: Hamburg — [1236, 2237, 1286, 2250]
currency-name: Stockholm — [1236, 1490, 1303, 1504]
rate-row — [1236, 1457, 1613, 1473]
currency-name: Prag — [1236, 2129, 1266, 2143]
geld-value: 1035.— — [1502, 1343, 1546, 1357]
rate-row — [1236, 1997, 1613, 2014]
banknoten-table — [1236, 1563, 1613, 1873]
article-paragraph — [95, 1667, 473, 1745]
rate-row — [1236, 1857, 1613, 1873]
currency-name: Jugoslawische — [1236, 1711, 1332, 1725]
currency-name: Budapest — [1236, 1327, 1296, 1341]
ware-value: 456.50 — [1568, 1261, 1613, 1276]
rate-row — [1236, 1612, 1613, 1628]
ware-value: — — [1605, 2096, 1613, 2110]
column-rule — [474, 95, 475, 2127]
ware-value: 3110.— — [1568, 1408, 1613, 1422]
currency-name: Dänische — [1236, 1613, 1296, 1627]
rate-row — [1236, 1841, 1613, 1857]
currency-name: Polnische — [1236, 1744, 1303, 1758]
rate-row — [1236, 1694, 1613, 1710]
currency-name: London — [1236, 2014, 1281, 2028]
currency-name: Paris — [1236, 2047, 1273, 2061]
article-paragraph — [476, 1023, 854, 1511]
currency-name: Prag — [1236, 1457, 1266, 1471]
currency-name: New-York — [1236, 2220, 1293, 2234]
currency-name: Belgrad — [1236, 1278, 1288, 1292]
ware-value: — — [1605, 2161, 1613, 2175]
scan-edge — [0, 0, 32, 2166]
geld-value: 17.35 50 — [1464, 2112, 1523, 2126]
ware-value: 77.50 — [1576, 1744, 1613, 1758]
rate-value: 8 55 — [1378, 2237, 1406, 2250]
paragraph-text: „Daily Telegraph“ meldet, daß Briand bei den gestrigen Verhandlungen die Erfüllung folgender vier Punkte als unerläßlich bezeichnete: 1. Übertragung des Reichsbank-Goldes nach Köln; 2. Auslieferung der ausländischen Wertpapiere; 3. Erfassung und Kontrolle der deutschen Zölle; 4. Kontrolle der deutschen Schuldentilgung. — [95, 1774, 473, 1927]
rate-row — [1236, 1792, 1613, 1808]
currency-name: Amsterdam — [1236, 1900, 1303, 1914]
devisen-title: Devisen. — [1360, 1158, 1489, 1185]
rate-row — [1236, 1596, 1613, 1612]
dateline: Oppeln, — [489, 1513, 552, 1530]
geld-value: 775.— — [1509, 1474, 1546, 1488]
